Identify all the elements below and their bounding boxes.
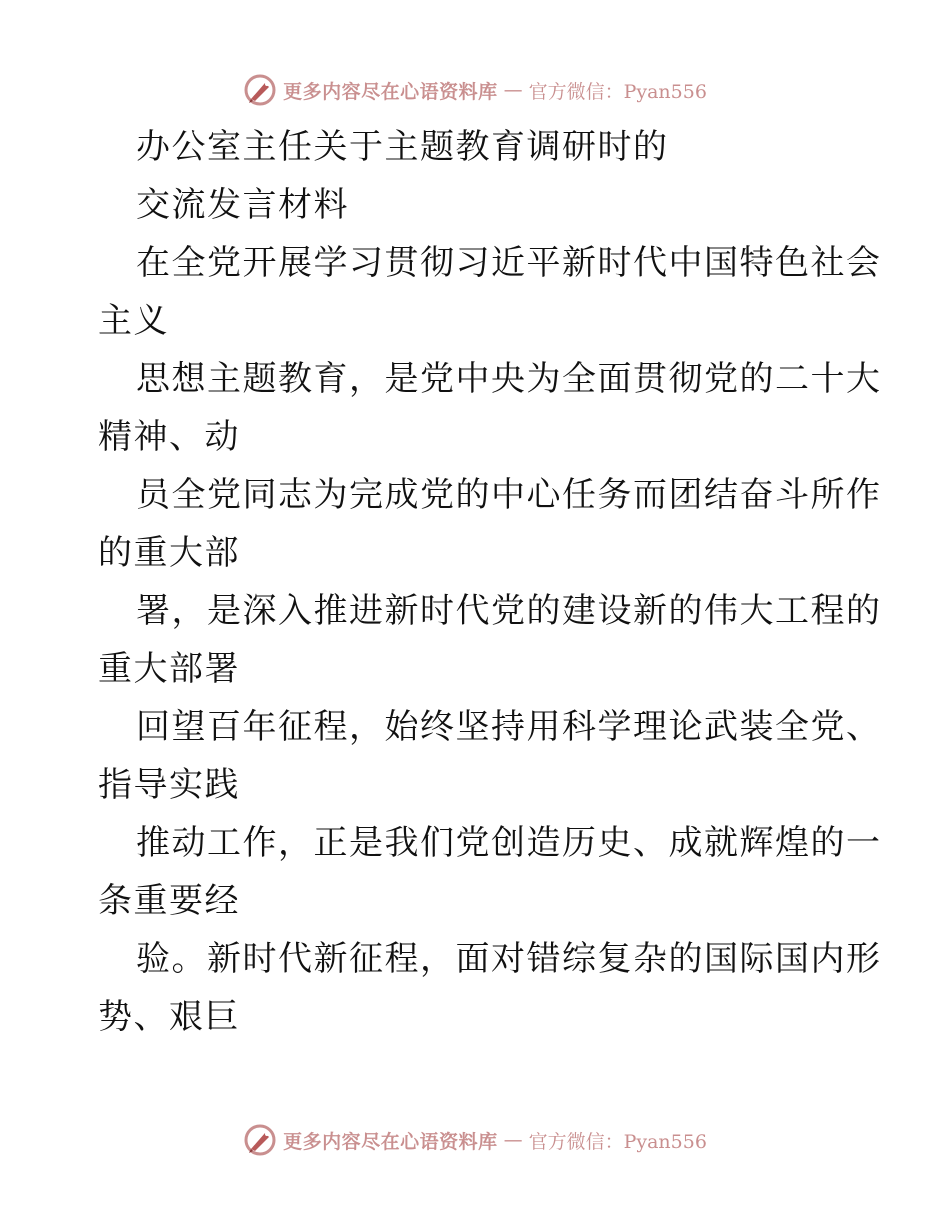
footer-watermark xyxy=(0,1120,950,1160)
paragraph-line: 主义 xyxy=(98,301,169,341)
watermark-contact-text: 官方微信：Pyan556 xyxy=(528,1130,707,1153)
paragraph-line: 员全党同志为完成党的中心任务而团结奋斗所作 xyxy=(136,475,882,515)
paragraph-line: 在全党开展学习贯彻习近平新时代中国特色社会 xyxy=(136,243,882,283)
watermark-separator: — xyxy=(503,79,523,101)
paragraph-line: 验。新时代新征程，面对错综复杂的国际国内形 xyxy=(136,939,882,979)
watermark-brand-text: 更多内容尽在心语资料库 xyxy=(283,80,498,103)
paragraph-line: 推动工作，正是我们党创造历史、成就辉煌的一 xyxy=(136,823,882,863)
watermark-brand-text: 更多内容尽在心语资料库 xyxy=(283,1130,498,1153)
header-watermark xyxy=(0,70,950,110)
document-body xyxy=(98,118,882,1046)
paragraph-line: 回望百年征程，始终坚持用科学理论武装全党、 xyxy=(136,707,882,747)
watermark-separator: — xyxy=(503,1129,523,1151)
paragraph-line: 条重要经 xyxy=(98,881,240,921)
title-line-1: 办公室主任关于主题教育调研时的 xyxy=(136,127,669,167)
watermark-contact-text: 官方微信：Pyan556 xyxy=(528,80,707,103)
pen-logo-icon xyxy=(243,1123,277,1157)
paragraph-line: 重大部署 xyxy=(98,649,240,689)
paragraph-line: 的重大部 xyxy=(98,533,240,573)
pen-logo-icon xyxy=(243,73,277,107)
title-line-2: 交流发言材料 xyxy=(136,185,349,225)
paragraph-line: 署，是深入推进新时代党的建设新的伟大工程的 xyxy=(136,591,882,631)
paragraph-line: 势、艰巨 xyxy=(98,997,240,1037)
paragraph-line: 精神、动 xyxy=(98,417,240,457)
paragraph-line: 指导实践 xyxy=(98,765,240,805)
paragraph-line: 思想主题教育，是党中央为全面贯彻党的二十大 xyxy=(136,359,882,399)
